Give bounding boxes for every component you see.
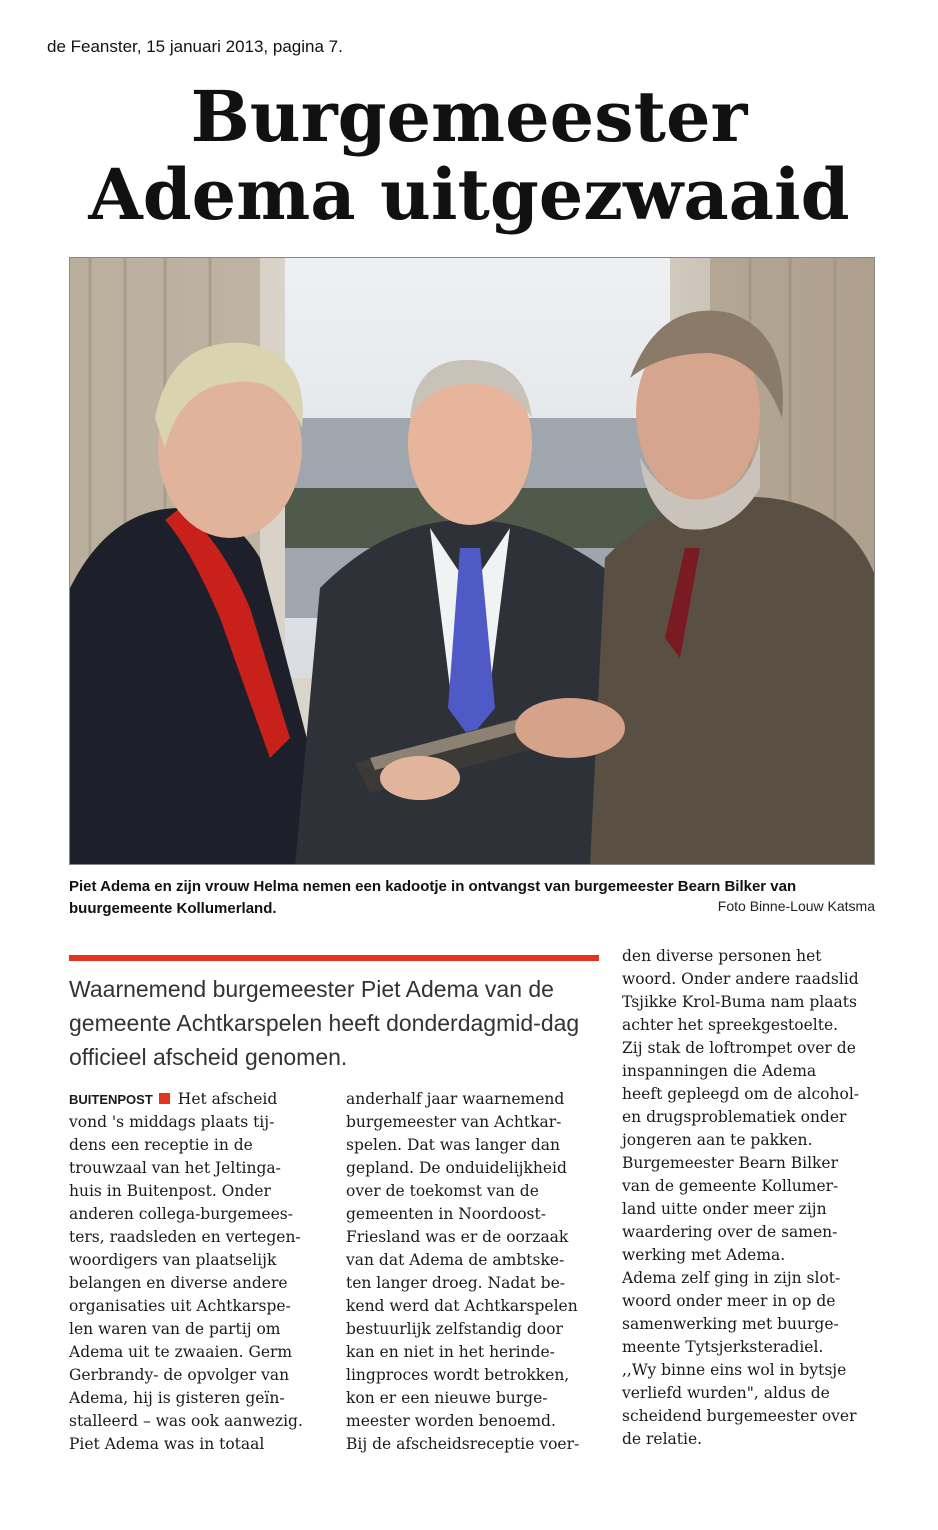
column-line: anderhalf jaar waarnemend	[346, 1090, 565, 1108]
article-column-2	[346, 1088, 601, 1456]
column-line: huis in Buitenpost. Onder	[69, 1182, 271, 1200]
column-line: Adema zelf ging in zijn slot-	[622, 1269, 841, 1287]
column-line: achter het spreekgestoelte.	[622, 1016, 839, 1034]
column-line: dens een receptie in de	[69, 1136, 253, 1154]
column-line: van de gemeente Kollumer-	[622, 1177, 839, 1195]
column-line: samenwerking met buurge-	[622, 1315, 839, 1333]
column-line: heeft gepleegd om de alcohol-	[622, 1085, 860, 1103]
red-divider	[69, 955, 599, 961]
column-line: woordigers van plaatselijk	[69, 1251, 277, 1269]
column-line: Zij stak de loftrompet over de	[622, 1039, 856, 1057]
column-line: Bij de afscheidsreceptie voer-	[346, 1435, 580, 1453]
article-column-3	[622, 945, 882, 1451]
column-line: ters, raadsleden en vertegen-	[69, 1228, 301, 1246]
column-line: woord. Onder andere raadslid	[622, 970, 859, 988]
column-line: en drugsproblematiek onder	[622, 1108, 847, 1126]
column-line: Burgemeester Bearn Bilker	[622, 1154, 839, 1172]
column-line: verliefd wurden", aldus de	[622, 1384, 830, 1402]
article-column-1	[69, 1088, 324, 1456]
column-line: land uitte onder meer zijn	[622, 1200, 827, 1218]
column-line: woord onder meer in op de	[622, 1292, 836, 1310]
article-intro: Waarnemend burgemeester Piet Adema van de gemeente Achtkarspelen heeft donderdagmid-dag officieel afscheid genomen.	[69, 976, 580, 1070]
column-line: anderen collega-burgemees-	[69, 1205, 293, 1223]
column-line: kan en niet in het herinde-	[346, 1343, 555, 1361]
column-line: BUITENPOST Het afscheid	[69, 1090, 278, 1108]
column-line: waardering over de samen-	[622, 1223, 838, 1241]
column-line: vond 's middags plaats tij-	[69, 1113, 275, 1131]
column-line: len waren van de partij om	[69, 1320, 281, 1338]
column-line: den diverse personen het	[622, 947, 822, 965]
headline	[0, 75, 938, 236]
column-line: trouwzaal van het Jeltinga-	[69, 1159, 281, 1177]
column-line: scheidend burgemeester over	[622, 1407, 857, 1425]
column-line: inspanningen die Adema	[622, 1062, 817, 1080]
headline-line-2: Adema uitgezwaaid	[88, 153, 850, 236]
column-line: meente Tytsjerksteradiel.	[622, 1338, 824, 1356]
column-line: gepland. De onduidelijkheid	[346, 1159, 567, 1177]
column-line: stalleerd – was ook aanwezig.	[69, 1412, 303, 1430]
column-line: jongeren aan te pakken.	[622, 1131, 813, 1149]
column-line: gemeenten in Noordoost-	[346, 1205, 546, 1223]
column-line: kon er een nieuwe burge-	[346, 1389, 548, 1407]
column-line: ten langer droeg. Nadat be-	[346, 1274, 565, 1292]
source-line: de Feanster, 15 januari 2013, pagina 7.	[47, 37, 343, 56]
column-line: Piet Adema was in totaal	[69, 1435, 265, 1453]
column-line: Adema uit te zwaaien. Germ	[69, 1343, 293, 1361]
column-line: over de toekomst van de	[346, 1182, 539, 1200]
column-line: kend werd dat Achtkarspelen	[346, 1297, 578, 1315]
column-line: bestuurlijk zelfstandig door	[346, 1320, 563, 1338]
column-line: burgemeester van Achtkar-	[346, 1113, 562, 1131]
column-line: belangen en diverse andere	[69, 1274, 288, 1292]
column-line: lingproces wordt betrokken,	[346, 1366, 570, 1384]
article-photo	[69, 257, 875, 865]
column-line: Friesland was er de oorzaak	[346, 1228, 569, 1246]
column-line: van dat Adema de ambtske-	[346, 1251, 565, 1269]
column-line: spelen. Dat was langer dan	[346, 1136, 560, 1154]
column-line: meester worden benoemd.	[346, 1412, 556, 1430]
column-line: werking met Adema.	[622, 1246, 786, 1264]
dateline: BUITENPOST	[69, 1092, 153, 1107]
headline-line-1: Burgemeester	[190, 75, 748, 158]
column-line: Tsjikke Krol-Buma nam plaats	[622, 993, 857, 1011]
photo-caption: Piet Adema en zijn vrouw Helma nemen een kadootje in ontvangst van burgemeester Bearn Bilker van buurgemeente Kollumerland.	[69, 878, 797, 917]
column-line: Gerbrandy- de opvolger van	[69, 1366, 290, 1384]
column-line: Adema, hij is gisteren geïn-	[69, 1389, 285, 1407]
column-line: organisaties uit Achtkarspe-	[69, 1297, 291, 1315]
column-line: de relatie.	[622, 1430, 703, 1448]
column-line: ,,Wy binne eins wol in bytsje	[622, 1361, 847, 1379]
photo-credit: Foto Binne-Louw Katsma	[717, 898, 875, 914]
red-square-marker	[159, 1093, 170, 1104]
